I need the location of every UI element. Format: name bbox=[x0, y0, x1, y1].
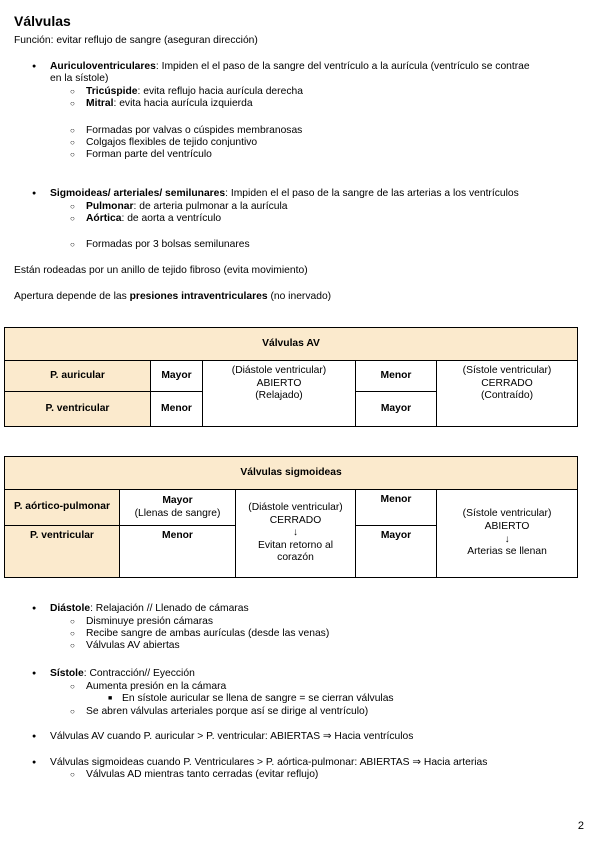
apertura-text bbox=[14, 291, 331, 304]
table-av-r2-val2: Mayor bbox=[356, 392, 437, 427]
table-sig-diastole-line: Evitan retorno al bbox=[258, 539, 333, 551]
rule-av: ● Válvulas AV cuando P. auricular > P. ventricular: ABIERTAS ⇒ Hacia ventrículos bbox=[50, 731, 413, 744]
diastole-item: ○ Válvulas AV abiertas bbox=[86, 640, 180, 653]
table-sig-r2-val1: Menor bbox=[120, 526, 236, 578]
apertura-pre: Apertura depende de las bbox=[14, 291, 130, 302]
table-av-diastole-line: ABIERTO bbox=[256, 377, 302, 389]
table-av-r1-val1: Mayor bbox=[151, 361, 203, 392]
table-av-sistole-line: (Contraído) bbox=[480, 390, 534, 402]
rodeadas-text: Están rodeadas por un anillo de tejido fibroso (evita movimiento) bbox=[14, 265, 308, 276]
tricuspide-desc: : evita reflujo hacia aurícula derecha bbox=[137, 86, 303, 97]
table-av-header: Válvulas AV bbox=[5, 328, 578, 361]
rule-sigmoideas-sub: ○ Válvulas AD mientras tanto cerradas (evitar reflujo) bbox=[86, 769, 318, 782]
table-sig-diastole-line: (Diástole ventricular) bbox=[248, 502, 343, 514]
table-sig-sistole-line: ABIERTO bbox=[484, 520, 530, 532]
sistole-bullet bbox=[50, 668, 195, 681]
funcion-text: Función: evitar reflujo de sangre (aseguran dirección) bbox=[14, 35, 258, 46]
table-av-sistole-line: (Sístole ventricular) bbox=[462, 365, 552, 376]
table-av-diastole bbox=[203, 361, 356, 427]
table-sig-r1-val1-cell bbox=[120, 490, 236, 526]
sistole-term: Sístole bbox=[50, 668, 84, 679]
table-sig-sistole-line: Arterias se llenan bbox=[467, 546, 547, 558]
diastole-item: ○ Disminuye presión cámaras bbox=[86, 616, 213, 629]
table-valvulas-sigmoideas bbox=[4, 456, 578, 578]
table-sig-sistole-line: ↓ bbox=[504, 533, 510, 545]
table-av-r1-val2: Menor bbox=[356, 361, 437, 392]
table-sig-diastole bbox=[236, 490, 356, 578]
table-av-row2-label: P. ventricular bbox=[5, 392, 151, 427]
sig-desc: : Impiden el el paso de la sangre de las arterias a los ventrículos bbox=[225, 188, 519, 199]
page-number: 2 bbox=[577, 820, 584, 832]
mitral-desc: : evita hacia aurícula izquierda bbox=[113, 98, 253, 109]
pulmonar-term: Pulmonar bbox=[86, 201, 134, 212]
aortica-desc: : de aorta a ventrículo bbox=[121, 213, 222, 224]
pulmonar-desc: : de arteria pulmonar a la aurícula bbox=[133, 201, 288, 212]
av-desc-cont: en la sístole) bbox=[50, 73, 109, 84]
tricuspide-item bbox=[86, 86, 303, 99]
apertura-post: (no inervado) bbox=[267, 291, 332, 302]
av-note: ○ Colgajos flexibles de tejido conjuntivo bbox=[86, 137, 257, 150]
sistole-item: ○ Se abren válvulas arteriales porque así se dirige al ventrículo) bbox=[86, 706, 368, 719]
aortica-term: Aórtica bbox=[86, 213, 122, 224]
sig-bullet bbox=[50, 188, 519, 201]
av-note: ○ Forman parte del ventrículo bbox=[86, 149, 212, 162]
table-sig-sistole bbox=[437, 490, 578, 578]
table-valvulas-av bbox=[4, 327, 578, 427]
table-av-sistole-line: CERRADO bbox=[481, 377, 533, 389]
av-desc: : Impiden el el paso de la sangre del ventrículo a la aurícula (ventrículo se contrae bbox=[155, 61, 530, 72]
page-title: Válvulas bbox=[14, 13, 71, 29]
sig-note: ○ Formadas por 3 bolsas semilunares bbox=[86, 239, 250, 252]
mitral-item bbox=[86, 98, 253, 111]
rule-sigmoideas: ● Válvulas sigmoideas cuando P. Ventriculares > P. aórtica-pulmonar: ABIERTAS ⇒ Hacia arterias bbox=[50, 757, 487, 770]
mitral-term: Mitral bbox=[86, 98, 114, 109]
table-sig-row1-label: P. aórtico-pulmonar bbox=[5, 490, 120, 526]
table-sig-r1-val1b: (Llenas de sangre) bbox=[134, 507, 221, 519]
diastole-bullet bbox=[50, 603, 249, 616]
table-av-diastole-line: (Relajado) bbox=[255, 390, 303, 402]
diastole-term: Diástole bbox=[50, 603, 91, 614]
sistole-item: ○ Aumenta presión en la cámara bbox=[86, 681, 226, 694]
aortica-item bbox=[86, 213, 221, 226]
table-sig-diastole-line: corazón bbox=[277, 552, 314, 564]
apertura-bold: presiones intraventriculares bbox=[129, 291, 268, 302]
sistole-desc: : Contracción// Eyección bbox=[83, 668, 195, 679]
table-sig-diastole-line: ↓ bbox=[292, 527, 299, 539]
table-av-sistole bbox=[437, 361, 578, 427]
table-sig-r1-val2: Menor bbox=[356, 490, 437, 526]
table-sig-r2-val2: Mayor bbox=[356, 526, 437, 578]
table-av-row1-label: P. auricular bbox=[5, 361, 151, 392]
tricuspide-term: Tricúspide bbox=[86, 86, 138, 97]
av-term: Auriculoventriculares bbox=[50, 61, 156, 72]
table-av-r2-val1: Menor bbox=[151, 392, 203, 427]
table-sig-diastole-line: CERRADO bbox=[269, 514, 322, 526]
diastole-desc: : Relajación // Llenado de cámaras bbox=[90, 603, 249, 614]
diastole-item: ○ Recibe sangre de ambas aurículas (desde las venas) bbox=[86, 628, 329, 641]
av-note: ○ Formadas por valvas o cúspides membranosas bbox=[86, 125, 302, 138]
sig-term: Sigmoideas/ arteriales/ semilunares bbox=[50, 188, 226, 199]
av-bullet bbox=[50, 61, 530, 74]
table-sig-sistole-line: (Sístole ventricular) bbox=[462, 508, 552, 520]
table-sig-row2-label: P. ventricular bbox=[5, 526, 120, 578]
pulmonar-item bbox=[86, 201, 287, 214]
table-av-diastole-line: (Diástole ventricular) bbox=[231, 365, 327, 376]
sistole-subitem: ■ En sístole auricular se llena de sangre = se cierran válvulas bbox=[122, 693, 394, 706]
table-sig-header: Válvulas sigmoideas bbox=[5, 457, 578, 490]
table-sig-r1-val1: Mayor bbox=[162, 494, 193, 506]
